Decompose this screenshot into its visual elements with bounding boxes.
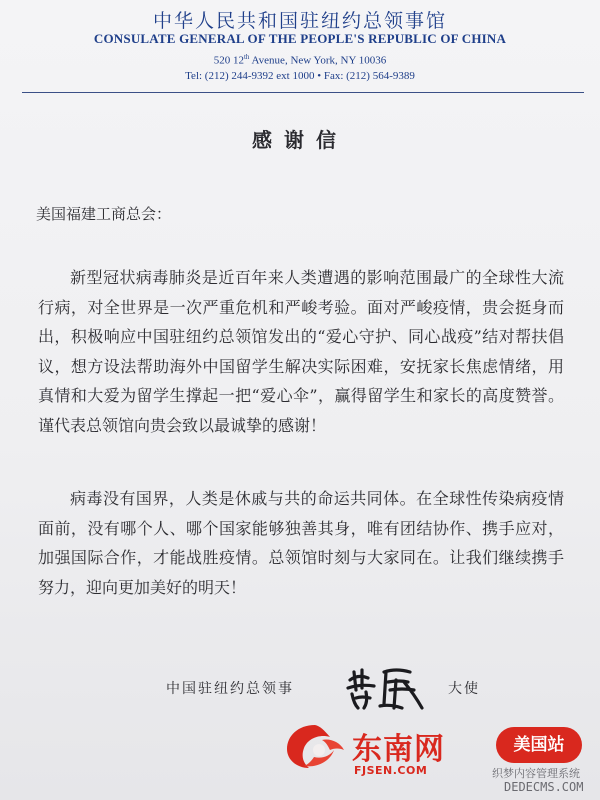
- letter-paragraph: 病毒没有国界，人类是休戚与共的命运共同体。在全球性传染病疫情面前，没有哪个人、哪个国家能够独善其身，唯有团结协作、携手应对，加强国际合作，才能战胜疫情。总领馆时刻与大家同在。让我们继续携手努力，迎向更加美好的明天！: [38, 489, 564, 597]
- signature-title: 中国驻纽约总领事: [166, 681, 294, 697]
- signature-suffix: 大使: [448, 681, 480, 697]
- us-station-badge: 美国站: [496, 727, 582, 763]
- letter-paragraph: 新型冠状病毒肺炎是近百年来人类遭遇的影响范围最广的全球性大流行病，对全世界是一次严重危机和严峻考验。面对严峻疫情，贵会挺身而出，积极响应中国驻纽约总领馆发出的“爱心守护、同心战疫”结对帮扶倡议，想方设法帮助海外中国留学生解决实际困难，安抚家长焦虑情绪，用真情和大爱为留学生撑起一把“爱心伞”，赢得留学生和家长的高度赞誉。谨代表总领馆向贵会致以最诚挚的感谢！: [38, 268, 564, 435]
- letterhead-divider: [22, 92, 584, 93]
- watermark-domain: DEDECMS.COM: [504, 780, 584, 794]
- letter-salutation: 美国福建工商总会：: [36, 205, 172, 223]
- site-name: 东南网: [352, 732, 445, 767]
- signature-block: [0, 676, 600, 706]
- fjsen-logo-icon: [282, 722, 348, 770]
- address-number: 520 12: [213, 54, 244, 67]
- address-rest: Avenue, New York, NY 10036: [249, 54, 387, 67]
- watermark-text: 织梦内容管理系统: [492, 767, 580, 780]
- letter-title: 感谢信: [252, 128, 348, 152]
- site-domain: FJSEN.COM: [354, 764, 428, 777]
- consulate-address: [0, 53, 600, 67]
- consulate-contact: Tel: (212) 244-9392 ext 1000 • Fax: (212) 564-9389: [185, 70, 415, 82]
- address-ordinal: th: [243, 53, 250, 61]
- consulate-name-en: CONSULATE GENERAL OF THE PEOPLE'S REPUBLIC OF CHINA: [93, 31, 507, 46]
- handwritten-signature: [344, 664, 430, 712]
- consulate-name-zh: 中华人民共和国驻纽约总领事馆: [152, 10, 447, 32]
